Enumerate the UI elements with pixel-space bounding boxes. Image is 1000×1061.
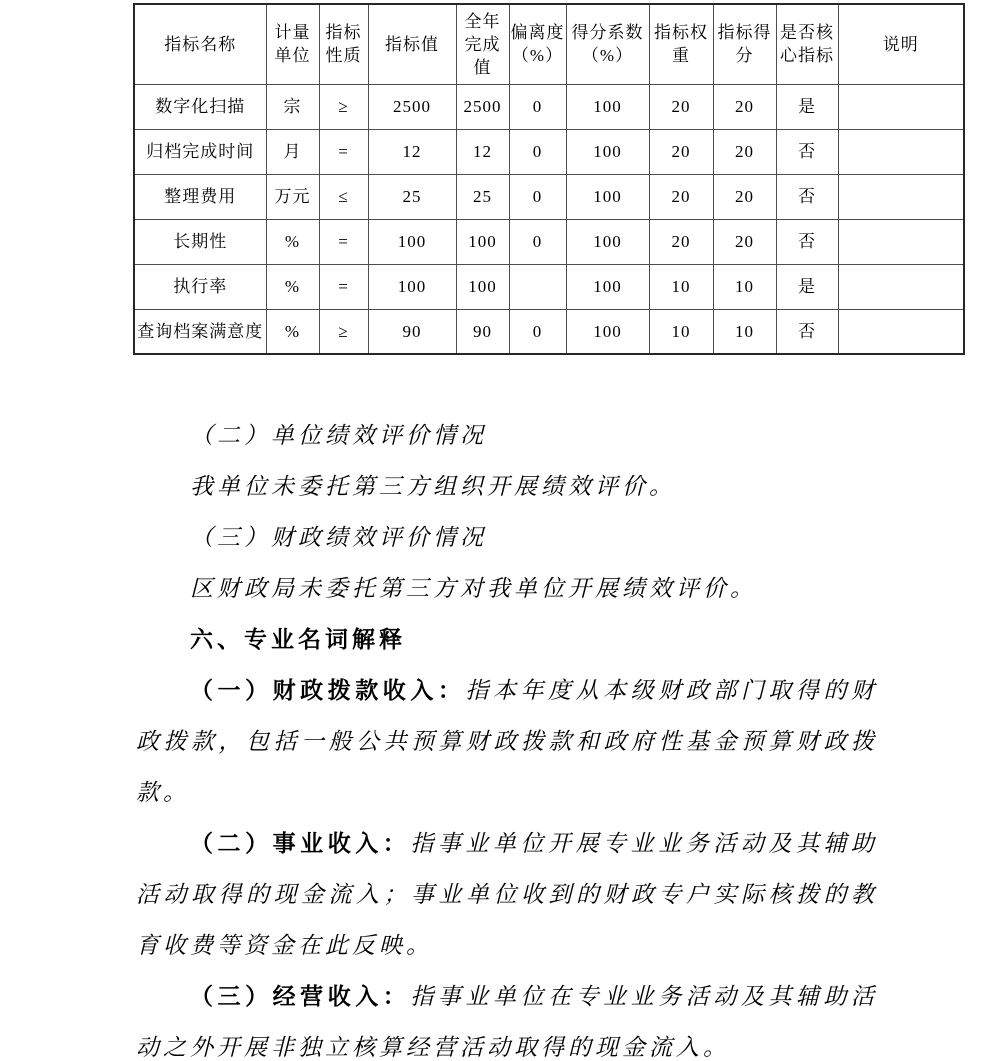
table-cell: 20: [649, 84, 713, 129]
col-header-unit: 计量单位: [266, 4, 319, 84]
table-cell: 90: [368, 309, 456, 354]
term-text: 指本年度从本级财政部门取得的财政拨款，包括一般公共预算财政拨款和政府性基金预算财政拨款。: [136, 678, 879, 805]
table-cell: 100: [566, 84, 649, 129]
table-cell: 100: [456, 219, 509, 264]
section-heading-unit-evaluation: （二）单位绩效评价情况: [190, 423, 487, 448]
table-cell: 100: [456, 264, 509, 309]
table-cell: %: [266, 219, 319, 264]
table-cell: 0: [509, 219, 566, 264]
table-cell: [838, 84, 964, 129]
term-definition-business-income: [136, 971, 878, 1061]
table-row: [134, 84, 964, 129]
section-heading-fiscal-evaluation: （三）财政绩效评价情况: [190, 525, 487, 550]
table-cell: 执行率: [134, 264, 266, 309]
paragraph-unit-evaluation: 我单位未委托第三方组织开展绩效评价。: [190, 474, 676, 499]
table-cell: 12: [456, 129, 509, 174]
table-cell: 100: [566, 219, 649, 264]
col-header-score: 指标得分: [713, 4, 776, 84]
table-cell: 10: [713, 264, 776, 309]
table-cell: %: [266, 309, 319, 354]
col-header-target-value: 指标值: [368, 4, 456, 84]
table-cell: ≤: [319, 174, 368, 219]
term-text: 指事业单位在专业业务活动及其辅助活动之外开展非独立核算经营活动取得的现金流入。: [136, 984, 879, 1060]
col-header-indicator-name: 指标名称: [134, 4, 266, 84]
term-definition-operating-income: [136, 818, 878, 971]
table-cell: 数字化扫描: [134, 84, 266, 129]
table-cell: [509, 264, 566, 309]
table-cell: [838, 264, 964, 309]
table-cell: 归档完成时间: [134, 129, 266, 174]
table-header-row: [134, 4, 964, 84]
table-cell: 0: [509, 84, 566, 129]
table-cell: 0: [509, 309, 566, 354]
table-cell: 20: [713, 129, 776, 174]
table-cell: 0: [509, 174, 566, 219]
col-header-core-indicator: 是否核心指标: [776, 4, 838, 84]
table-cell: 100: [566, 309, 649, 354]
table-row: [134, 129, 964, 174]
table-cell: [838, 129, 964, 174]
table-cell: [838, 174, 964, 219]
table-cell: [838, 309, 964, 354]
table-cell: 否: [776, 174, 838, 219]
table-cell: =: [319, 129, 368, 174]
table-cell: 是: [776, 84, 838, 129]
table-cell: 查询档案满意度: [134, 309, 266, 354]
table-cell: 20: [649, 129, 713, 174]
table-cell: 25: [456, 174, 509, 219]
table-cell: 整理费用: [134, 174, 266, 219]
table-cell: 90: [456, 309, 509, 354]
table-cell: 10: [649, 264, 713, 309]
col-header-weight: 指标权重: [649, 4, 713, 84]
table-cell: 100: [368, 264, 456, 309]
table-cell: =: [319, 264, 368, 309]
table-cell: 25: [368, 174, 456, 219]
table-cell: 万元: [266, 174, 319, 219]
table-cell: =: [319, 219, 368, 264]
table-cell: 100: [566, 174, 649, 219]
table-row: [134, 309, 964, 354]
table-cell: 月: [266, 129, 319, 174]
paragraph-fiscal-evaluation: 区财政局未委托第三方对我单位开展绩效评价。: [190, 576, 757, 601]
table-cell: 20: [649, 219, 713, 264]
table-cell: 否: [776, 309, 838, 354]
document-text: [136, 410, 878, 1061]
table-cell: %: [266, 264, 319, 309]
table-cell: 长期性: [134, 219, 266, 264]
table-cell: 0: [509, 129, 566, 174]
table-cell: 10: [649, 309, 713, 354]
term-text: 指事业单位开展专业业务活动及其辅助活动取得的现金流入；事业单位收到的财政专户实际核拨的教育收费等资金在此反映。: [136, 831, 879, 958]
table-cell: ≥: [319, 309, 368, 354]
table-cell: 20: [649, 174, 713, 219]
table-cell: 2500: [456, 84, 509, 129]
term-label: （一）财政拨款收入：: [190, 677, 466, 703]
table-row: [134, 219, 964, 264]
col-header-remark: 说明: [838, 4, 964, 84]
table-cell: 2500: [368, 84, 456, 129]
col-header-deviation: 偏离度（%）: [509, 4, 566, 84]
table-cell: 20: [713, 84, 776, 129]
table-cell: 宗: [266, 84, 319, 129]
table-cell: [838, 219, 964, 264]
table-cell: 20: [713, 174, 776, 219]
term-label: （三）经营收入：: [190, 983, 411, 1009]
indicator-table: [133, 3, 965, 355]
table-cell: 100: [566, 264, 649, 309]
table-cell: 否: [776, 219, 838, 264]
section-heading-terminology: 六、专业名词解释: [190, 626, 406, 652]
table-cell: ≥: [319, 84, 368, 129]
col-header-annual-completion: 全年完成值: [456, 4, 509, 84]
table-cell: 是: [776, 264, 838, 309]
table-cell: 100: [566, 129, 649, 174]
table-cell: 100: [368, 219, 456, 264]
table-cell: 否: [776, 129, 838, 174]
table-cell: 12: [368, 129, 456, 174]
col-header-score-coefficient: 得分系数（%）: [566, 4, 649, 84]
table-cell: 10: [713, 309, 776, 354]
table-row: [134, 264, 964, 309]
col-header-nature: 指标性质: [319, 4, 368, 84]
term-definition-fiscal-appropriation: [136, 665, 878, 818]
term-label: （二）事业收入：: [190, 830, 411, 856]
table-cell: 20: [713, 219, 776, 264]
table-row: [134, 174, 964, 219]
